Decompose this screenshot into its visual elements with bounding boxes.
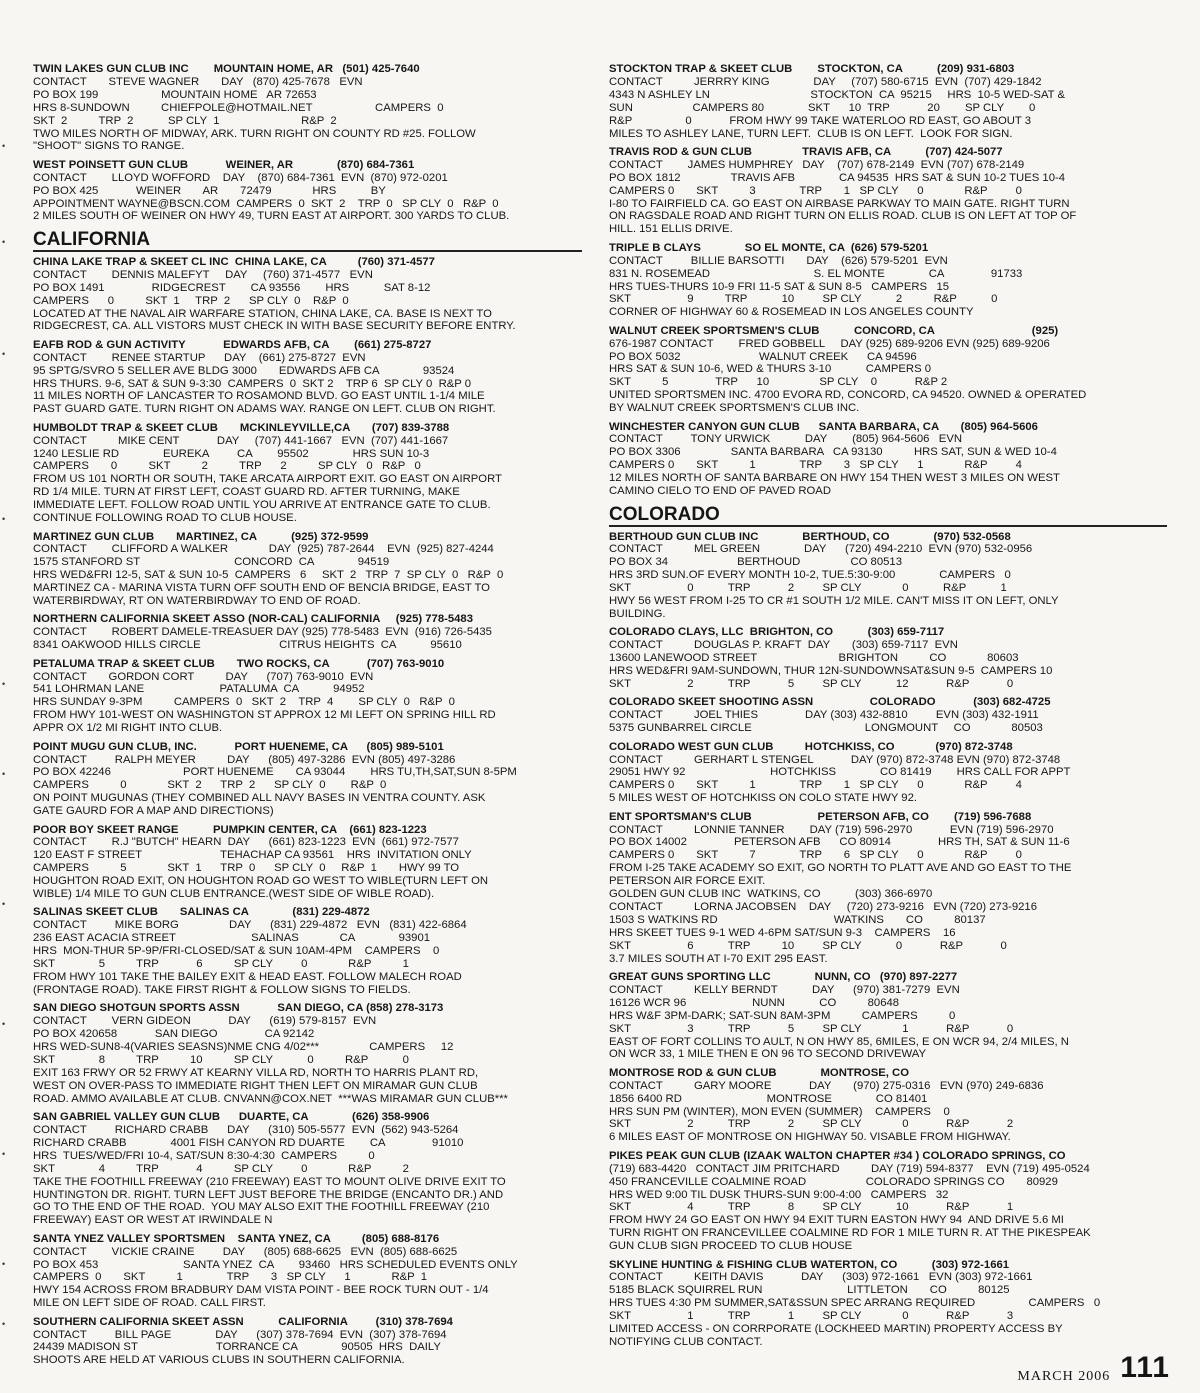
listing-line: NOTIFYING CLUB CONTACT.: [609, 1335, 763, 1348]
listing-line: GATE GAURD FOR A MAP AND DIRECTIONS): [33, 805, 274, 818]
listing-line: CAMPERS 0 SKT 2 TRP 2 SP CLY 0 R&P 0: [33, 460, 421, 473]
listing-line: BUILDING.: [609, 607, 666, 620]
listing-line: CONTACT JERRRY KING DAY (707) 580-6715 EVN (707) 429-1842: [609, 75, 1042, 88]
listing-line: CONTACT KEITH DAVIS DAY (303) 972-1661 EVN (303) 972-1661: [609, 1271, 1033, 1284]
listing-line: "SHOOT" SIGNS TO RANGE.: [33, 140, 185, 153]
club-listing: [33, 824, 582, 901]
club-listing: [609, 1259, 1167, 1349]
listing-line: APPOINTMENT WAYNE@BSCN.COM CAMPERS 0 SKT 2 TRP 0 SP CLY 0 R&P 0: [33, 197, 499, 210]
listing-line: 16126 WCR 96 NUNN CO 80648: [609, 996, 900, 1009]
issue-date: MARCH 2006: [1017, 1369, 1111, 1384]
club-name-line: TRAVIS ROD & GUN CLUB TRAVIS AFB, CA (707) 424-5077: [609, 145, 1003, 158]
margin-tick: •: [2, 769, 6, 779]
listing-line: 5 MILES WEST OF HOTCHKISS ON COLO STATE HWY 92.: [609, 792, 917, 805]
listing-line: TWO MILES NORTH OF MIDWAY, ARK. TURN RIGHT ON COUNTY RD #25. FOLLOW: [33, 127, 476, 140]
listing-line: 2 MILES SOUTH OF WEINER ON HWY 49, TURN EAST AT AIRPORT. 300 YARDS TO CLUB.: [33, 210, 510, 223]
listing-line: EXIT 163 FRWY OR 52 FRWY AT KEARNY VILLA RD, NORTH TO HARRIS PLANT RD,: [33, 1066, 479, 1079]
listing-line: HRS TUES/WED/FRI 10-4, SAT/SUN 8:30-4:30 CAMPERS 0: [33, 1149, 375, 1162]
listing-line: 29051 HWY 92 HOTCHKISS CO 81419 HRS CALL FOR APPT: [609, 766, 1071, 779]
listing-line: MILE ON LEFT SIDE OF ROAD. CALL FIRST.: [33, 1297, 266, 1310]
club-listing: [609, 146, 1167, 236]
listing-line: CONTACT JOEL THIES DAY (303) 432-8810 EVN (303) 432-1911: [609, 709, 1039, 722]
listing-line: GOLDEN GUN CLUB INC WATKINS, CO (303) 366-6970: [609, 888, 933, 901]
left-column: [33, 63, 582, 1373]
listing-line: LIMITED ACCESS - ON CORRPORATE (LOCKHEED MARTIN) PROPERTY ACCESS BY: [609, 1323, 1063, 1336]
club-listing: [609, 1150, 1167, 1253]
listing-line: RD 1/4 MILE. TURN AT FIRST LEFT, COAST GUARD RD. AFTER TURNING, MAKE: [33, 486, 460, 499]
club-name-line: SOUTHERN CALIFORNIA SKEET ASSN CALIFORNIA (310) 378-7694: [33, 1315, 453, 1328]
listing-line: CONTACT GARY MOORE DAY (970) 275-0316 EVN (970) 249-6836: [609, 1079, 1044, 1092]
listing-line: CONTACT RENEE STARTUP DAY (661) 275-8727 EVN: [33, 351, 366, 364]
listing-line: 5185 BLACK SQUIRREL RUN LITTLETON CO 80125: [609, 1284, 1010, 1297]
listing-line: CONTACT KELLY BERNDT DAY (970) 381-7279 EVN: [609, 983, 960, 996]
club-listing: [33, 613, 582, 652]
listing-line: 1503 S WATKINS RD WATKINS CO 80137: [609, 913, 986, 926]
listing-line: HRS W&F 3PM-DARK; SAT-SUN 8AM-3PM CAMPERS 0: [609, 1009, 956, 1022]
listing-line: CONTACT MEL GREEN DAY (720) 494-2210 EVN (970) 532-0956: [609, 543, 1033, 556]
listing-line: HRS WED&FRI 12-5, SAT & SUN 10-5 CAMPERS 6 SKT 2 TRP 7 SP CLY 0 R&P 0: [33, 569, 504, 582]
club-name-line: PETALUMA TRAP & SKEET CLUB TWO ROCKS, CA (707) 763-9010: [33, 657, 445, 670]
listing-line: CAMPERS 0 SKT 2 TRP 2 SP CLY 0 R&P 0: [33, 779, 387, 792]
club-name-line: COLORADO WEST GUN CLUB HOTCHKISS, CO (970) 872-3748: [609, 740, 1013, 753]
listing-line: SKT 5 TRP 10 SP CLY 0 R&P 2: [609, 376, 948, 389]
club-name-line: SAN DIEGO SHOTGUN SPORTS ASSN SAN DIEGO, CA (858) 278-3173: [33, 1002, 444, 1015]
listing-line: GO TO THE END OF THE ROAD. YOU MAY ALSO EXIT THE FOOTHILL FREEWAY (210: [33, 1201, 490, 1214]
club-listing: [609, 242, 1167, 319]
listing-line: CONTACT STEVE WAGNER DAY (870) 425-7678 EVN: [33, 75, 363, 88]
margin-tick: •: [2, 1259, 6, 1269]
listing-line: CONTACT RALPH MEYER DAY (805) 497-3286 EVN (805) 497-3286: [33, 753, 456, 766]
listing-line: SKT 2 TRP 2 SP CLY 1 R&P 2: [33, 114, 337, 127]
listing-line: CONTACT BILLIE BARSOTTI DAY (626) 579-5201 EVN: [609, 254, 948, 267]
listing-line: FROM I-25 TAKE ACADEMY SO EXIT, GO NORTH TO PLATT AVE AND GO EAST TO THE: [609, 862, 1072, 875]
club-name-line: GREAT GUNS SPORTING LLC NUNN, CO (970) 897-2277: [609, 971, 958, 983]
club-name-line: MARTINEZ GUN CLUB MARTINEZ, CA (925) 372-9599: [33, 530, 369, 543]
listing-line: SKT 8 TRP 10 SP CLY 0 R&P 0: [33, 1053, 409, 1066]
listing-line: 236 EAST ACACIA STREET SALINAS CA 93901: [33, 932, 431, 945]
listing-line: CAMPERS 0 SKT 7 TRP 6 SP CLY 0 R&P 0: [609, 849, 1022, 862]
listing-line: PO BOX 1812 TRAVIS AFB CA 94535 HRS SAT & SUN 10-2 TUES 10-4: [609, 171, 1066, 184]
listing-line: CONTACT BILL PAGE DAY (307) 378-7694 EVN (307) 378-7694: [33, 1328, 447, 1341]
page-footer: [1017, 1351, 1170, 1385]
listing-line: HRS THURS. 9-6, SAT & SUN 9-3:30 CAMPERS 0 SKT 2 TRP 6 SP CLY 0 R&P 0: [33, 377, 472, 390]
listing-line: WIBLE) 1/4 MILE TO GUN CLUB ENTRANCE.(WEST SIDE OF WIBLE ROAD).: [33, 888, 435, 901]
listing-line: PO BOX 425 WEINER AR 72479 HRS BY: [33, 184, 386, 197]
listing-line: 1856 6400 RD MONTROSE CO 81401: [609, 1092, 928, 1105]
club-listing: [33, 906, 582, 996]
listing-line: CAMPERS 0 SKT 3 TRP 1 SP CLY 0 R&P 0: [609, 184, 1022, 197]
club-name-line: SANTA YNEZ VALLEY SPORTSMEN SANTA YNEZ, CA (805) 688-8176: [33, 1232, 440, 1245]
listing-line: CONTACT MIKE CENT DAY (707) 441-1667 EVN (707) 441-1667: [33, 434, 449, 447]
club-listing: [609, 531, 1167, 621]
listing-line: SUN CAMPERS 80 SKT 10 TRP 20 SP CLY 0: [609, 101, 1036, 114]
listing-line: FROM HWY 24 GO EAST ON HWY 94 EXIT TURN EASTON HWY 94 AND DRIVE 5.6 MI: [609, 1214, 1064, 1227]
listing-line: MARTINEZ CA - MARINA VISTA TURN OFF SOUTH END OF BENCIA BRIDGE, EAST TO: [33, 582, 490, 595]
listing-line: CONTACT ROBERT DAMELE-TREASUER DAY (925) 778-5483 EVN (916) 726-5435: [33, 626, 492, 639]
listing-line: HRS SUN PM (WINTER), MON EVEN (SUMMER) CAMPERS 0: [609, 1105, 950, 1118]
listing-line: SKT 5 TRP 6 SP CLY 0 R&P 1: [33, 958, 409, 971]
club-name-line: WEST POINSETT GUN CLUB WEINER, AR (870) 684-7361: [33, 158, 415, 171]
listing-line: FROM US 101 NORTH OR SOUTH, TAKE ARCATA AIRPORT EXIT. GO EAST ON AIRPORT: [33, 473, 502, 486]
club-listing: [609, 696, 1167, 735]
club-listing: [609, 971, 1167, 1061]
listing-line: HUNTINGTON DR. RIGHT. TURN LEFT JUST BEFORE THE BRIDGE (ENCANTO DR.) AND: [33, 1188, 504, 1201]
listing-line: HRS 8-SUNDOWN CHIEFPOLE@HOTMAIL.NET CAMPERS 0: [33, 101, 444, 114]
listing-line: CORNER OF HIGHWAY 60 & ROSEMEAD IN LOS ANGELES COUNTY: [609, 306, 974, 319]
listing-line: HRS SUNDAY 9-3PM CAMPERS 0 SKT 2 TRP 4 SP CLY 0 R&P 0: [33, 696, 455, 709]
listing-line: HRS WED&FRI 9AM-SUNDOWN, THUR 12N-SUNDOWNSAT&SUN 9-5 CAMPERS 10: [609, 665, 1053, 678]
club-listing: [609, 811, 1167, 966]
listing-line: UNITED SPORTSMEN INC. 4700 EVORA RD, CONCORD, CA 94520. OWNED & OPERATED: [609, 389, 1087, 402]
listing-line: 450 FRANCEVILLE COALMINE ROAD COLORADO SPRINGS CO 80929: [609, 1175, 1058, 1188]
listing-line: CONTACT R.J "BUTCH" HEARN DAY (661) 823-1223 EVN (661) 972-7577: [33, 836, 459, 849]
club-name-line: SKYLINE HUNTING & FISHING CLUB WATERTON, CO (303) 972-1661: [609, 1258, 1010, 1271]
listing-line: CAMPERS 0 SKT 1 TRP 3 SP CLY 1 R&P 1: [33, 1271, 428, 1284]
listing-line: PO BOX 14002 PETERSON AFB CO 80914 HRS TH, SAT & SUN 11-6: [609, 836, 1070, 849]
club-listing: [609, 325, 1167, 415]
listing-line: SKT 2 TRP 2 SP CLY 0 R&P 2: [609, 1118, 1014, 1131]
listing-line: SKT 9 TRP 10 SP CLY 2 R&P 0: [609, 293, 998, 306]
listing-line: SKT 4 TRP 8 SP CLY 10 R&P 1: [609, 1201, 1014, 1214]
margin-tick: •: [2, 237, 6, 247]
listing-line: PO BOX 34 BERTHOUD CO 80513: [609, 556, 902, 569]
listing-line: 676-1987 CONTACT FRED GOBBELL DAY (925) 689-9206 EVN (925) 689-9206: [609, 337, 1050, 350]
listing-line: FROM HWY 101-WEST ON WASHINGTON ST APPROX 12 MI LEFT ON SPRING HILL RD: [33, 709, 496, 722]
club-listing: [609, 421, 1167, 498]
listing-line: CONTINUE FOLLOWING ROAD TO CLUB HOUSE.: [33, 512, 297, 525]
club-listing: [33, 658, 582, 735]
listing-line: PO BOX 1491 RIDGECREST CA 93556 HRS SAT 8-12: [33, 281, 431, 294]
club-name-line: PIKES PEAK GUN CLUB (IZAAK WALTON CHAPTER #34 ) COLORADO SPRINGS, CO: [609, 1149, 1066, 1162]
club-name-line: POINT MUGU GUN CLUB, INC. PORT HUENEME, CA (805) 989-5101: [33, 740, 444, 753]
listing-line: CAMPERS 0 SKT 1 TRP 2 SP CLY 0 R&P 0: [33, 294, 349, 307]
listing-line: HRS WED-SUN8-4(VARIES SEASNS)NME CNG 4/02*** CAMPERS 12: [33, 1041, 454, 1054]
club-name-line: SAN GABRIEL VALLEY GUN CLUB DUARTE, CA (626) 358-9906: [33, 1111, 430, 1124]
listing-line: 24439 MADISON ST TORRANCE CA 90505 HRS DAILY: [33, 1341, 441, 1354]
listing-line: TAKE THE FOOTHILL FREEWAY (210 FREEWAY) EAST TO MOUNT OLIVE DRIVE EXIT TO: [33, 1175, 506, 1188]
listing-line: PO BOX 453 SANTA YNEZ CA 93460 HRS SCHEDULED EVENTS ONLY: [33, 1258, 518, 1271]
listing-line: ON RAGSDALE ROAD AND RIGHT TURN ON ELLIS ROAD. CLUB IS ON LEFT AT TOP OF: [609, 210, 1077, 223]
margin-tick: •: [2, 349, 6, 359]
club-name-line: ENT SPORTSMAN'S CLUB PETERSON AFB, CO (719) 596-7688: [609, 810, 1032, 823]
listing-line: CONTACT GORDON CORT DAY (707) 763-9010 EVN: [33, 670, 374, 683]
page-number: 111: [1120, 1351, 1170, 1384]
listing-line: RIDGECREST, CA. ALL VISTORS MUST CHECK IN WITH BASE SECURITY BEFORE ENTRY.: [33, 320, 516, 333]
club-name-line: WINCHESTER CANYON GUN CLUB SANTA BARBARA, CA (805) 964-5606: [609, 420, 1038, 433]
listing-line: HRS TUES 4:30 PM SUMMER,SAT&SSUN SPEC ARRANG REQUIRED CAMPERS 0: [609, 1297, 1101, 1310]
club-name-line: MONTROSE ROD & GUN CLUB MONTROSE, CO: [609, 1066, 910, 1079]
listing-line: PO BOX 199 MOUNTAIN HOME AR 72653: [33, 88, 317, 101]
listing-line: HRS TUES-THURS 10-9 FRI 11-5 SAT & SUN 8-5 CAMPERS 15: [609, 280, 950, 293]
listing-line: PETERSON AIR FORCE EXIT.: [609, 875, 766, 888]
listing-line: CAMPERS 5 SKT 1 TRP 0 SP CLY 0 R&P 1 HWY 99 TO: [33, 862, 460, 875]
listing-line: I-80 TO FAIRFIELD CA. GO EAST ON AIRBASE PARKWAY TO MAIN GATE. RIGHT TURN: [609, 197, 1070, 210]
club-listing: [33, 339, 582, 416]
club-listing: [609, 1067, 1167, 1144]
club-name-line: NORTHERN CALIFORNIA SKEET ASSO (NOR-CAL) CALIFORNIA (925) 778-5483: [33, 613, 473, 626]
listing-line: SKT 1 TRP 1 SP CLY 0 R&P 3: [609, 1310, 1014, 1323]
listing-line: APPR OX 1/2 MI RIGHT INTO CLUB.: [33, 722, 223, 735]
listing-line: 12 MILES NORTH OF SANTA BARBARE ON HWY 154 THEN WEST 3 MILES ON WEST: [609, 472, 1060, 485]
listing-line: CAMINO CIELO TO END OF PAVED ROAD: [609, 485, 831, 498]
club-listing: [609, 63, 1167, 140]
margin-tick: •: [2, 1149, 6, 1159]
listing-line: CONTACT LLOYD WOFFORD DAY (870) 684-7361 EVN (870) 972-0201: [33, 171, 448, 184]
listing-line: FREEWAY) EAST OR WEST AT IRWINDALE N: [33, 1214, 273, 1227]
binding-marks: [0, 60, 14, 1370]
listing-line: SKT 0 TRP 2 SP CLY 0 R&P 1: [609, 582, 1007, 595]
listing-line: 120 EAST F STREET TEHACHAP CA 93561 HRS INVITATION ONLY: [33, 849, 472, 862]
listing-line: 5375 GUNBARREL CIRCLE LONGMOUNT CO 80503: [609, 722, 1043, 735]
club-listing: [33, 63, 582, 153]
listing-line: 13600 LANEWOOD STREET BRIGHTON CO 80603: [609, 652, 1019, 665]
listing-line: RICHARD CRABB 4001 FISH CANYON RD DUARTE CA 91010: [33, 1136, 464, 1149]
club-name-line: EAFB ROD & GUN ACTIVITY EDWARDS AFB, CA (661) 275-8727: [33, 338, 432, 351]
listing-line: FROM HWY 101 TAKE THE BAILEY EXIT & HEAD EAST. FOLLOW MALECH ROAD: [33, 971, 462, 983]
listing-line: 95 SPTG/SVRO 5 SELLER AVE BLDG 3000 EDWARDS AFB CA 93524: [33, 364, 455, 377]
listing-line: HOUGHTON ROAD EXIT, ON HOUGHTON ROAD GO WEST TO WIBLE(TURN LEFT ON: [33, 875, 489, 888]
listing-line: CONTACT VICKIE CRAINE DAY (805) 688-6625 EVN (805) 688-6625: [33, 1245, 458, 1258]
listing-line: PO BOX 420658 SAN DIEGO CA 92142: [33, 1028, 315, 1041]
listing-line: LOCATED AT THE NAVAL AIR WARFARE STATION, CHINA LAKE, CA. BASE IS NEXT TO: [33, 307, 492, 320]
listing-line: (FRONTAGE ROAD). TAKE FIRST RIGHT & FOLLOW SIGNS TO FIELDS.: [33, 983, 411, 996]
listing-line: 11 MILES NORTH OF LANCASTER TO ROSAMOND BLVD. GO EAST UNTIL 1-1/4 MILE: [33, 390, 485, 403]
club-listing: [33, 422, 582, 525]
state-section-heading: COLORADO: [609, 504, 1167, 527]
margin-tick: •: [2, 141, 6, 151]
club-name-line: POOR BOY SKEET RANGE PUMPKIN CENTER, CA (661) 823-1223: [33, 823, 427, 836]
listing-line: WEST ON OVER-PASS TO IMMEDIATE RIGHT THEN LEFT ON MIRAMAR GUN CLUB: [33, 1079, 478, 1092]
listing-line: CONTACT DOUGLAS P. KRAFT DAY (303) 659-7117 EVN: [609, 639, 958, 652]
listing-line: HRS SKEET TUES 9-1 WED 4-6PM SAT/SUN 9-3 CAMPERS 16: [609, 926, 956, 939]
club-name-line: COLORADO SKEET SHOOTING ASSN COLORADO (303) 682-4725: [609, 696, 1051, 709]
club-listing: [33, 159, 582, 224]
listing-line: CONTACT CLIFFORD A WALKER DAY (925) 787-2644 EVN (925) 827-4244: [33, 543, 494, 556]
club-listing: [33, 256, 582, 333]
listing-line: PO BOX 42246 PORT HUENEME CA 93044 HRS TU,TH,SAT,SUN 8-5PM: [33, 766, 517, 779]
listing-line: CAMPERS 0 SKT 1 TRP 3 SP CLY 1 R&P 4: [609, 459, 1022, 472]
club-listing: [33, 1111, 582, 1227]
listing-line: CONTACT DENNIS MALEFYT DAY (760) 371-4577 EVN: [33, 268, 373, 281]
listing-line: ON WCR 33, 1 MILE THEN E ON 96 TO SECOND DRIVEWAY: [609, 1048, 927, 1061]
listing-line: BY WALNUT CREEK SPORTSMEN'S CLUB INC.: [609, 402, 860, 415]
club-name-line: COLORADO CLAYS, LLC BRIGHTON, CO (303) 659-7117: [609, 626, 945, 639]
listing-line: WATERBIRDWAY, RT ON WATERBIRDWAY TO END OF ROAD.: [33, 595, 361, 608]
club-listing: [609, 741, 1167, 806]
listing-line: 6 MILES EAST OF MONTROSE ON HIGHWAY 50. VISABLE FROM HIGHWAY.: [609, 1131, 1011, 1144]
listing-line: CONTACT TONY URWICK DAY (805) 964-5606 EVN: [609, 433, 963, 446]
listing-line: HRS 3RD SUN.OF EVERY MONTH 10-2, TUE.5:30-9:00 CAMPERS 0: [609, 569, 1011, 582]
club-name-line: BERTHOUD GUN CLUB INC BERTHOUD, CO (970) 532-0568: [609, 530, 1011, 543]
listing-line: 8341 OAKWOOD HILLS CIRCLE CITRUS HEIGHTS CA 95610: [33, 639, 462, 652]
margin-tick: •: [2, 1019, 6, 1029]
listing-line: EAST OF FORT COLLINS TO AULT, N ON HWY 85, 6MILES, E ON WCR 94, 2/4 MILES, N: [609, 1035, 1069, 1048]
club-listing: [609, 626, 1167, 691]
listing-line: HILL. 151 ELLIS DRIVE.: [609, 223, 733, 236]
state-section-heading: CALIFORNIA: [33, 229, 582, 252]
listing-line: 3.7 MILES SOUTH AT I-70 EXIT 295 EAST.: [609, 952, 828, 965]
margin-tick: •: [2, 514, 6, 524]
listing-line: ON POINT MUGUNAS (THEY COMBINED ALL NAVY BASES IN VENTRA COUNTY. ASK: [33, 792, 486, 805]
listing-line: CONTACT LONNIE TANNER DAY (719) 596-2970 EVN (719) 596-2970: [609, 823, 1054, 836]
margin-tick: •: [2, 899, 6, 909]
listing-line: SHOOTS ARE HELD AT VARIOUS CLUBS IN SOUTHERN CALIFORNIA.: [33, 1354, 405, 1367]
club-name-line: TWIN LAKES GUN CLUB INC MOUNTAIN HOME, AR (501) 425-7640: [33, 63, 420, 75]
listing-line: HRS WED 9:00 TIL DUSK THURS-SUN 9:00-4:00 CAMPERS 32: [609, 1188, 949, 1201]
listing-line: CONTACT JAMES HUMPHREY DAY (707) 678-2149 EVN (707) 678-2149: [609, 158, 1025, 171]
listing-line: SKT 6 TRP 10 SP CLY 0 R&P 0: [609, 939, 1007, 952]
listing-line: HRS SAT & SUN 10-6, WED & THURS 3-10 CAMPERS 0: [609, 363, 932, 376]
listing-line: 4343 N ASHLEY LN STOCKTON CA 95215 HRS 10-5 WED-SAT &: [609, 88, 1066, 101]
listing-line: CONTACT RICHARD CRABB DAY (310) 505-5577 EVN (562) 943-5264: [33, 1123, 459, 1136]
listing-line: CONTACT GERHART L STENGEL DAY (970) 872-3748 EVN (970) 872-3748: [609, 753, 1061, 766]
listing-line: CONTACT MIKE BORG DAY (831) 229-4872 EVN (831) 422-6864: [33, 919, 467, 932]
club-listing: [33, 1233, 582, 1310]
listing-line: SKT 4 TRP 4 SP CLY 0 R&P 2: [33, 1162, 409, 1175]
listing-line: GUN CLUB SIGN PROCEED TO CLUB HOUSE: [609, 1240, 853, 1253]
listing-line: CAMPERS 0 SKT 1 TRP 1 SP CLY 0 R&P 4: [609, 779, 1022, 792]
listing-line: (719) 683-4420 CONTACT JIM PRITCHARD DAY (719) 594-8377 EVN (719) 495-0524: [609, 1162, 1090, 1175]
club-listing: [33, 531, 582, 608]
club-listing: [33, 1002, 582, 1105]
listing-line: CONTACT VERN GIDEON DAY (619) 579-8157 EVN: [33, 1015, 377, 1028]
listing-line: 1575 STANFORD ST CONCORD CA 94519: [33, 556, 390, 569]
listing-line: MILES TO ASHLEY LANE, TURN LEFT. CLUB IS ON LEFT. LOOK FOR SIGN.: [609, 127, 1013, 140]
listing-line: HWY 154 ACROSS FROM BRADBURY DAM VISTA POINT - BEE ROCK TURN OUT - 1/4: [33, 1284, 489, 1297]
listing-line: HRS MON-THUR 5P-9P/FRI-CLOSED/SAT & SUN 10AM-4PM CAMPERS 0: [33, 945, 440, 958]
listing-line: PO BOX 5032 WALNUT CREEK CA 94596: [609, 350, 917, 363]
club-name-line: TRIPLE B CLAYS SO EL MONTE, CA (626) 579-5201: [609, 241, 929, 254]
listing-line: ROAD. AMMO AVAILABLE AT CLUB. CNVANN@COX.NET ***WAS MIRAMAR GUN CLUB***: [33, 1092, 508, 1105]
club-name-line: STOCKTON TRAP & SKEET CLUB STOCKTON, CA (209) 931-6803: [609, 63, 1015, 75]
club-name-line: SALINAS SKEET CLUB SALINAS CA (831) 229-4872: [33, 906, 370, 919]
club-listing: [33, 741, 582, 818]
right-column: [609, 63, 1167, 1354]
listing-line: 541 LOHRMAN LANE PATALUMA CA 94952: [33, 683, 365, 696]
listing-line: CONTACT LORNA JACOBSEN DAY (720) 273-9216 EVN (720) 273-9216: [609, 900, 1037, 913]
listing-line: PAST GUARD GATE. TURN RIGHT ON ADAMS WAY. RANGE ON LEFT. CLUB ON RIGHT.: [33, 403, 496, 416]
listing-line: PO BOX 3306 SANTA BARBARA CA 93130 HRS SAT, SUN & WED 10-4: [609, 446, 1057, 459]
listing-line: TURN RIGHT ON FRANCEVILLEE COALMINE RD FOR 1 MILE TURN R. AT THE PIKESPEAK: [609, 1227, 1091, 1240]
margin-tick: •: [2, 679, 6, 689]
listing-line: SKT 3 TRP 5 SP CLY 1 R&P 0: [609, 1022, 1014, 1035]
listing-line: R&P 0 FROM HWY 99 TAKE WATERLOO RD EAST, GO ABOUT 3: [609, 114, 1032, 127]
club-name-line: HUMBOLDT TRAP & SKEET CLUB MCKINLEYVILLE,CA (707) 839-3788: [33, 421, 450, 434]
club-name-line: CHINA LAKE TRAP & SKEET CL INC CHINA LAKE, CA (760) 371-4577: [33, 255, 435, 268]
club-name-line: WALNUT CREEK SPORTSMEN'S CLUB CONCORD, CA (925): [609, 324, 1059, 337]
margin-tick: •: [2, 1319, 6, 1329]
listing-line: HWY 56 WEST FROM I-25 TO CR #1 SOUTH 1/2 MILE. CAN'T MISS IT ON LEFT, ONLY: [609, 595, 1059, 608]
club-listing: [33, 1316, 582, 1368]
listing-line: SKT 2 TRP 5 SP CLY 12 R&P 0: [609, 677, 1014, 690]
listing-line: 831 N. ROSEMEAD S. EL MONTE CA 91733: [609, 267, 1023, 280]
listing-line: IMMEDIATE LEFT. FOLLOW ROAD UNTIL YOU ARRIVE AT ENTRANCE GATE TO CLUB.: [33, 499, 491, 512]
listing-line: 1240 LESLIE RD EUREKA CA 95502 HRS SUN 10-3: [33, 447, 430, 460]
